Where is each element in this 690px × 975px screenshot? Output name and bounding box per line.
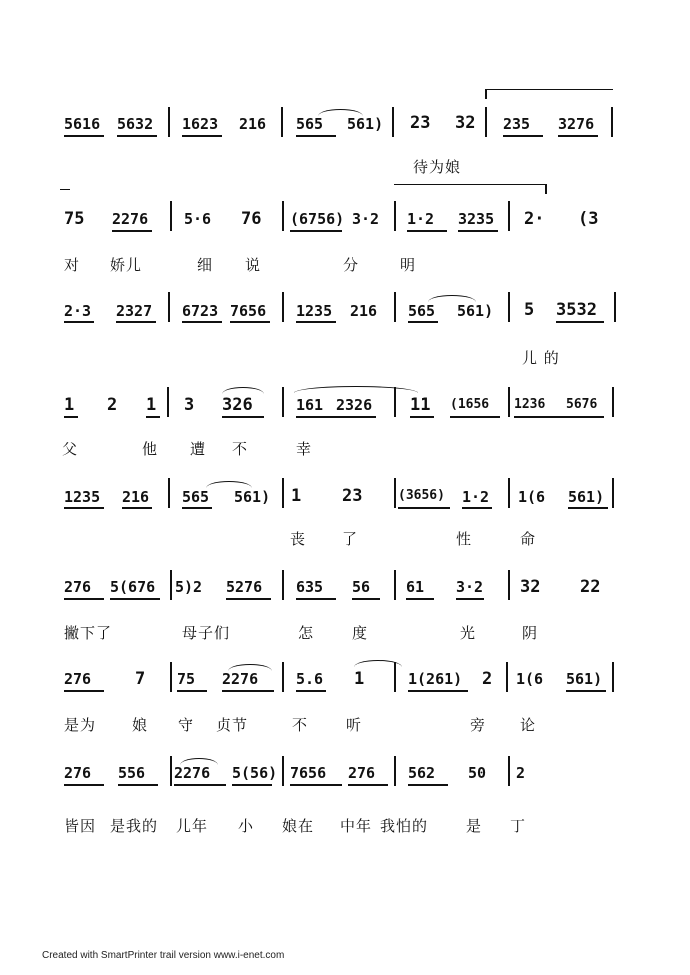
lyric: 娇儿 [110,256,143,274]
note-group: 50 [468,764,487,782]
lyric: 命 [520,530,537,548]
barline [170,570,172,600]
barline [485,107,487,137]
underline [290,784,342,786]
barline [392,107,394,137]
barline [170,756,172,786]
underline [296,321,336,323]
underline [230,321,270,323]
barline [394,570,396,600]
underline [182,321,222,323]
note-group: 1 [64,395,75,415]
lyric: 待为娘 [413,158,462,176]
lyric: 对 [64,256,81,274]
note-group: 2276 [222,670,259,688]
note-group: 1235 [296,302,333,320]
lyric: 论 [520,716,537,734]
underline [64,507,104,509]
note-group: 276 [64,764,92,782]
barline [508,201,510,231]
lyric: 旁 [470,716,487,734]
underline [296,135,336,137]
note-group: 235 [503,115,531,133]
underline [514,416,604,418]
underline [556,321,604,323]
note-group: 561) [566,670,603,688]
barline [612,662,614,692]
underline [64,598,104,600]
lyric: 是 [466,817,483,835]
barline [506,662,508,692]
underline [146,416,160,418]
note-group: 561) [234,488,271,506]
lyric: 了 [342,530,359,548]
underline [408,690,468,692]
note-group: 216 [350,302,378,320]
note-group: 276 [348,764,376,782]
note-group: 23 [342,486,363,506]
underline [398,507,450,509]
note-group: 216 [122,488,150,506]
note-group: 562 [408,764,436,782]
note-group: 561) [568,488,605,506]
note-group: 5632 [117,115,154,133]
underline [566,690,606,692]
note-group: 3276 [558,115,595,133]
barline [508,756,510,786]
barline [282,292,284,322]
note-group: 1·2 [462,488,490,506]
note-group: 161 [296,396,324,414]
underline [182,507,212,509]
slur [180,758,218,765]
barline [282,201,284,231]
barline [611,107,613,137]
note-group: 7656 [290,764,327,782]
note-group: 32 [520,577,541,597]
lyric: 听 [346,716,363,734]
lyric: 父 [62,440,79,458]
note-group: (3656) [398,488,445,503]
lyric: 遭 [190,440,207,458]
lyric: 贞节 [216,716,249,734]
note-group: 2276 [174,764,211,782]
barline [281,107,283,137]
lyric: 丧 [290,530,307,548]
repeat-bracket-tick [485,89,487,99]
lyric: 分 [343,256,360,274]
note-group: 216 [239,115,267,133]
underline [222,690,274,692]
barline [282,570,284,600]
lyric: 娘 [132,716,149,734]
note-group: 561) [347,115,384,133]
barline [394,387,396,417]
underline [117,135,157,137]
note-group: (1656 [450,397,490,412]
lyric: 说 [245,256,262,274]
slur [206,481,252,488]
note-group: 5(676 [110,578,156,596]
underline [64,416,78,418]
slur [228,664,272,671]
note-group: 11 [410,395,431,415]
note-group: (3 [578,209,599,229]
underline [407,230,447,232]
lyric: 守 [178,716,195,734]
note-group: 22 [580,577,601,597]
barline [167,387,169,417]
underline [458,230,498,232]
underline [558,135,598,137]
note-group: 635 [296,578,324,596]
lyric: 光 [460,624,477,642]
note-group: 5(56) [232,764,278,782]
slur [318,109,363,116]
underline [112,230,152,232]
lyric: 性 [456,530,473,548]
note-group: 7 [135,669,146,689]
note-group: 1235 [64,488,101,506]
underline [408,784,448,786]
note-group: 3532 [556,300,597,320]
barline [168,292,170,322]
note-group: 6723 [182,302,219,320]
underline [290,230,342,232]
note-group: 2326 [336,396,373,414]
lyric: 皆因 [64,817,97,835]
barline [508,570,510,600]
lyric: 是为 [64,716,97,734]
note-group: 61 [406,578,425,596]
underline [174,784,226,786]
lyric: 撇下了 [64,624,113,642]
lyric: 中年 [340,817,373,835]
underline [296,598,336,600]
underline [177,690,207,692]
lyric: 是我的 [110,817,159,835]
note-group: 5)2 [175,578,203,596]
note-group: (6756) [290,210,345,228]
barline [508,478,510,508]
lyric: 度 [352,624,369,642]
repeat-bracket [394,184,546,185]
note-group: 1 [146,395,157,415]
barline [170,201,172,231]
underline [352,598,380,600]
barline [612,387,614,417]
note-group: 5.6 [296,670,324,688]
underline [296,416,376,418]
note-group: 565 [296,115,324,133]
underline [64,690,104,692]
lyric: 细 [197,256,214,274]
note-group: 76 [241,209,262,229]
note-group: 1(261) [408,670,463,688]
note-group: 23 [410,113,431,133]
lyric: 阴 [522,624,539,642]
lyric: 不 [292,716,309,734]
barline [168,478,170,508]
note-group: 2 [516,764,526,782]
note-group: 32 [455,113,476,133]
note-group: 2327 [116,302,153,320]
underline [64,135,104,137]
lyric: 不 [232,440,249,458]
underline [462,507,492,509]
note-group: 556 [118,764,146,782]
underline [348,784,388,786]
lyric: 儿 的 [522,349,560,367]
underline [222,416,264,418]
note-group: 1(6 [516,670,544,688]
slur [294,386,418,393]
note-group: 2·3 [64,302,92,320]
note-group: 561) [457,302,494,320]
note-group: 565 [408,302,436,320]
underline [450,416,500,418]
lyric: 小 [238,817,255,835]
note-group: 1 [354,669,365,689]
note-group: 56 [352,578,371,596]
barline [282,662,284,692]
barline [394,478,396,508]
note-group: 7656 [230,302,267,320]
barline [394,662,396,692]
underline [110,598,160,600]
note-group: 276 [64,670,92,688]
note-group: 1236 [514,397,546,412]
barline [282,478,284,508]
underline [226,598,271,600]
repeat-bracket-tick [545,184,547,194]
repeat-bracket [485,89,613,90]
barline [170,662,172,692]
note-group: 3·2 [456,578,484,596]
note-group: 326 [222,395,253,415]
underline [64,784,104,786]
note-group: 3 [184,395,195,415]
underline [122,507,152,509]
lyric: 怎 [298,624,315,642]
note-group: 276 [64,578,92,596]
note-group: 5676 [566,397,598,412]
note-group: 75 [64,209,85,229]
barline [508,292,510,322]
note-group: 565 [182,488,210,506]
note-group: 1(6 [518,488,546,506]
underline [232,784,272,786]
note-group: 2 [482,669,493,689]
slur [428,295,476,302]
barline [282,756,284,786]
underline [296,690,326,692]
lyric: 娘在 [282,817,315,835]
note-group: 1623 [182,115,219,133]
note-group: 75 [177,670,196,688]
underline [410,416,434,418]
underline [64,321,94,323]
barline [168,107,170,137]
underline [408,321,438,323]
lyric: 幸 [296,440,313,458]
underline [503,135,543,137]
barline [394,292,396,322]
underline [568,507,608,509]
barline [508,387,510,417]
lyric: 母子们 [182,624,231,642]
repeat-bracket [60,189,70,190]
barline [394,756,396,786]
note-group: 2 [107,395,118,415]
note-group: 5 [524,300,535,320]
note-group: 2· [524,209,545,229]
note-group: 1 [291,486,302,506]
footer-watermark-text: Created with SmartPrinter trail version www.i-enet.com [42,950,285,961]
note-group: 1·2 [407,210,435,228]
note-group: 5276 [226,578,263,596]
lyric: 丁 [510,817,527,835]
barline [394,201,396,231]
barline [612,478,614,508]
note-group: 5·6 [184,210,212,228]
lyric: 儿年 [176,817,209,835]
underline [456,598,484,600]
underline [406,598,434,600]
lyric: 明 [400,256,417,274]
note-group: 2276 [112,210,149,228]
note-group: 3·2 [352,210,380,228]
note-group: 3235 [458,210,495,228]
lyric: 我怕的 [380,817,429,835]
underline [116,321,156,323]
slur [222,387,264,394]
barline [614,292,616,322]
underline [118,784,158,786]
lyric: 他 [142,440,159,458]
note-group: 5616 [64,115,101,133]
underline [182,135,222,137]
barline [282,387,284,417]
